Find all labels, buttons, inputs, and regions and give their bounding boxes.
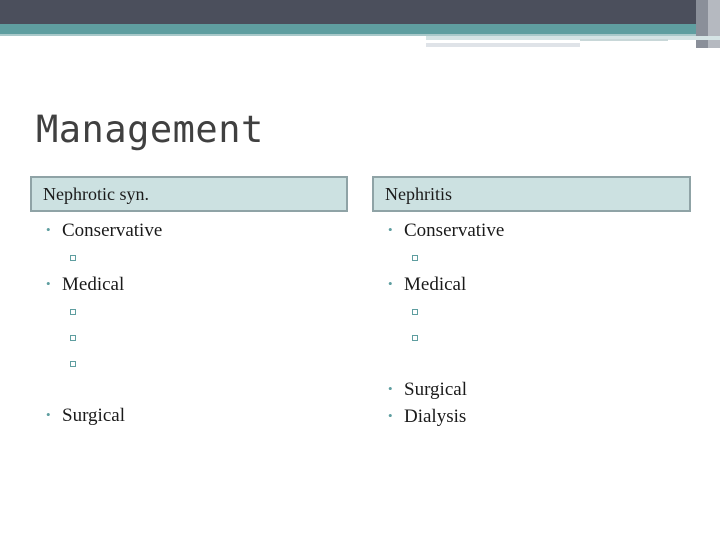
left-list-item [46, 404, 125, 427]
right-column-header-label: Nephritis [385, 183, 452, 204]
left-column-header [30, 176, 348, 212]
slide-title: Management [36, 108, 264, 151]
right-item-label: Surgical [404, 379, 467, 400]
bullet-icon: • [388, 408, 393, 423]
bullet-icon: • [46, 222, 51, 237]
empty-sub-bullet-icon [70, 309, 76, 315]
accent-line-c [580, 39, 668, 41]
right-item-label: Medical [404, 274, 467, 295]
accent-line-b [426, 43, 580, 47]
left-column-header-label: Nephrotic syn. [43, 183, 149, 204]
right-list-item [388, 219, 504, 242]
right-item-label: Conservative [404, 220, 505, 241]
left-list-item [46, 219, 162, 242]
bullet-icon: • [388, 276, 393, 291]
right-list-item [388, 273, 466, 296]
bullet-icon: • [388, 381, 393, 396]
left-item-label: Medical [62, 274, 125, 295]
accent-line-a [426, 36, 720, 40]
empty-sub-bullet-icon [412, 309, 418, 315]
empty-sub-bullet-icon [70, 255, 76, 261]
empty-sub-bullet-icon [412, 335, 418, 341]
top-banner [0, 0, 720, 24]
empty-sub-bullet-icon [412, 255, 418, 261]
left-item-label: Surgical [62, 405, 125, 426]
right-list-item [388, 405, 466, 428]
right-list-item [388, 378, 467, 401]
right-column-header [372, 176, 691, 212]
right-item-label: Dialysis [404, 406, 467, 427]
empty-sub-bullet-icon [70, 361, 76, 367]
corner-accent-inner [708, 0, 720, 48]
bullet-icon: • [388, 222, 393, 237]
left-list-item [46, 273, 124, 296]
bullet-icon: • [46, 276, 51, 291]
left-item-label: Conservative [62, 220, 163, 241]
teal-stripe [0, 24, 720, 34]
bullet-icon: • [46, 407, 51, 422]
empty-sub-bullet-icon [70, 335, 76, 341]
